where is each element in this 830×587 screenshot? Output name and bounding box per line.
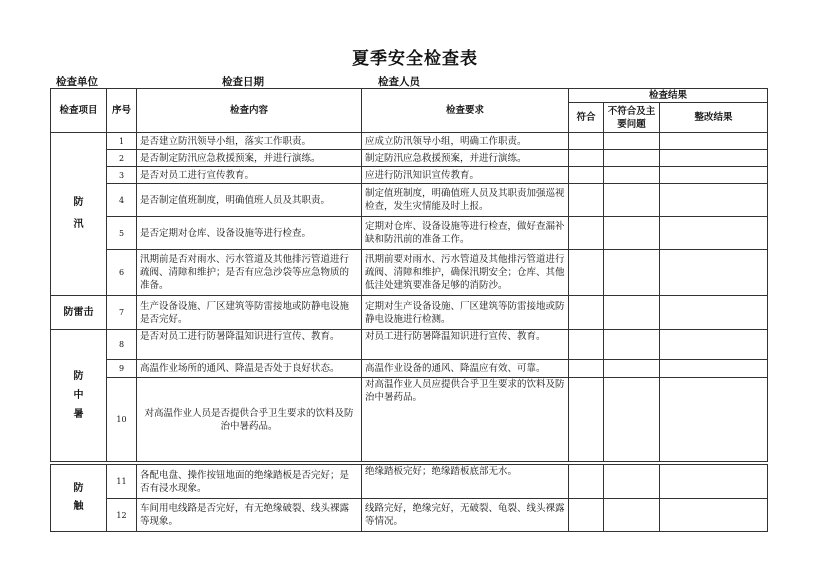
row-content: 高温作业场所的通风、降温是否处于良好状态。 [137,360,362,378]
rectify-cell[interactable] [660,499,768,532]
nonconform-cell[interactable] [604,378,660,462]
category-lightning: 防雷击 [51,296,107,330]
rectify-cell[interactable] [660,360,768,378]
table-row [51,360,768,378]
row-no: 12 [107,499,137,532]
row-content: 生产设备设施、厂区建筑等防雷接地或防静电设施是否完好。 [137,296,362,330]
conform-cell[interactable] [569,150,604,167]
header-rectify: 整改结果 [660,103,768,133]
nonconform-cell[interactable] [604,296,660,330]
conform-cell[interactable] [569,296,604,330]
nonconform-cell[interactable] [604,150,660,167]
page-title: 夏季安全检查表 [352,49,478,69]
header-requirement: 检查要求 [362,89,569,133]
category-shock: 防触 [51,465,107,532]
row-requirement: 定期对仓库、设备设施等进行检查，做好查漏补缺和防汛前的准备工作。 [362,217,569,250]
category-flood: 防汛 [51,133,107,296]
row-no: 6 [107,250,137,296]
table-row [51,250,768,296]
nonconform-cell[interactable] [604,330,660,360]
row-no: 2 [107,150,137,167]
row-requirement: 对高温作业人员应提供合乎卫生要求的饮料及防治中暑药品。 [362,378,569,462]
table-row [51,465,768,499]
table-row [51,378,768,462]
row-requirement: 制定防汛应急救援预案，并进行演练。 [362,150,569,167]
row-no: 11 [107,465,137,499]
table-row [51,150,768,167]
inspection-date-label: 检查日期 [222,76,264,88]
row-requirement: 定期对生产设备设施、厂区建筑等防雷接地或防静电设施进行检测。 [362,296,569,330]
rectify-cell[interactable] [660,296,768,330]
rectify-cell[interactable] [660,250,768,296]
conform-cell[interactable] [569,133,604,150]
table-row [51,296,768,330]
header-conform: 符合 [569,103,604,133]
row-no: 4 [107,184,137,217]
nonconform-cell[interactable] [604,184,660,217]
row-requirement: 线路完好，绝缘完好，无破裂、龟裂、线头裸露等情况。 [362,499,569,532]
rectify-cell[interactable] [660,150,768,167]
row-content: 是否制定值班制度，明确值班人员及其职责。 [137,184,362,217]
row-requirement: 应成立防汛领导小组，明确工作职责。 [362,133,569,150]
row-no: 8 [107,330,137,360]
row-content: 车间用电线路是否完好，有无绝缘破裂、线头裸露等现象。 [137,499,362,532]
table-row [51,217,768,250]
rectify-cell[interactable] [660,133,768,150]
table-row [51,133,768,150]
inspection-unit-label: 检查单位 [56,76,98,88]
nonconform-cell[interactable] [604,499,660,532]
row-no: 3 [107,167,137,184]
header-content: 检查内容 [137,89,362,133]
conform-cell[interactable] [569,499,604,532]
row-requirement: 对员工进行防暑降温知识进行宣传、教育。 [362,330,569,360]
conform-cell[interactable] [569,360,604,378]
nonconform-cell[interactable] [604,465,660,499]
row-requirement: 制定值班制度，明确值班人员及其职责加强巡视检查，发生灾情能及时上报。 [362,184,569,217]
conform-cell[interactable] [569,250,604,296]
table-row [51,167,768,184]
row-content: 是否制定防汛应急救援预案，并进行演练。 [137,150,362,167]
conform-cell[interactable] [569,167,604,184]
nonconform-cell[interactable] [604,360,660,378]
table-row [51,184,768,217]
row-content: 对高温作业人员是否提供合乎卫生要求的饮料及防治中暑药品。 [137,378,362,462]
row-content: 是否定期对仓库、设备设施等进行检查。 [137,217,362,250]
row-requirement: 高温作业设备的通风、降温应有效、可靠。 [362,360,569,378]
rectify-cell[interactable] [660,217,768,250]
conform-cell[interactable] [569,217,604,250]
rectify-cell[interactable] [660,378,768,462]
conform-cell[interactable] [569,378,604,462]
row-content: 是否建立防汛领导小组，落实工作职责。 [137,133,362,150]
rectify-cell[interactable] [660,184,768,217]
row-content: 各配电盘、操作按钮地面的绝缘踏板是否完好；是否有浸水现象。 [137,465,362,499]
nonconform-cell[interactable] [604,133,660,150]
nonconform-cell[interactable] [604,250,660,296]
table-row [51,499,768,532]
table-row [51,330,768,360]
row-content: 汛期前是否对雨水、污水管道及其他排污管道进行疏阀、清障和维护；是否有应急沙袋等应急物质的准备。 [137,250,362,296]
nonconform-cell[interactable] [604,167,660,184]
row-no: 1 [107,133,137,150]
rectify-cell[interactable] [660,167,768,184]
row-no: 9 [107,360,137,378]
conform-cell[interactable] [569,465,604,499]
inspection-table [50,88,768,462]
row-requirement: 绝缘踏板完好；绝缘踏板底部无水。 [362,465,569,499]
header-item: 检查项目 [51,89,107,133]
row-no: 5 [107,217,137,250]
rectify-cell[interactable] [660,330,768,360]
row-content: 是否对员工进行宣传教育。 [137,167,362,184]
category-heat: 防中暑 [51,330,107,462]
row-no: 7 [107,296,137,330]
conform-cell[interactable] [569,184,604,217]
row-no: 10 [107,378,137,462]
header-result: 检查结果 [569,89,768,103]
inspector-label: 检查人员 [378,76,420,88]
row-content: 是否对员工进行防暑降温知识进行宣传、教育。 [137,330,362,360]
inspection-table-continued [50,464,768,532]
row-requirement: 汛期前要对雨水、污水管道及其他排污管道进行疏阀、清障和维护，确保汛期安全；仓库、其他低洼处建筑要准备足够的消防沙。 [362,250,569,296]
header-nonconform: 不符合及主要问题 [604,103,660,133]
nonconform-cell[interactable] [604,217,660,250]
conform-cell[interactable] [569,330,604,360]
rectify-cell[interactable] [660,465,768,499]
header-no: 序号 [107,89,137,133]
row-requirement: 应进行防汛知识宣传教育。 [362,167,569,184]
